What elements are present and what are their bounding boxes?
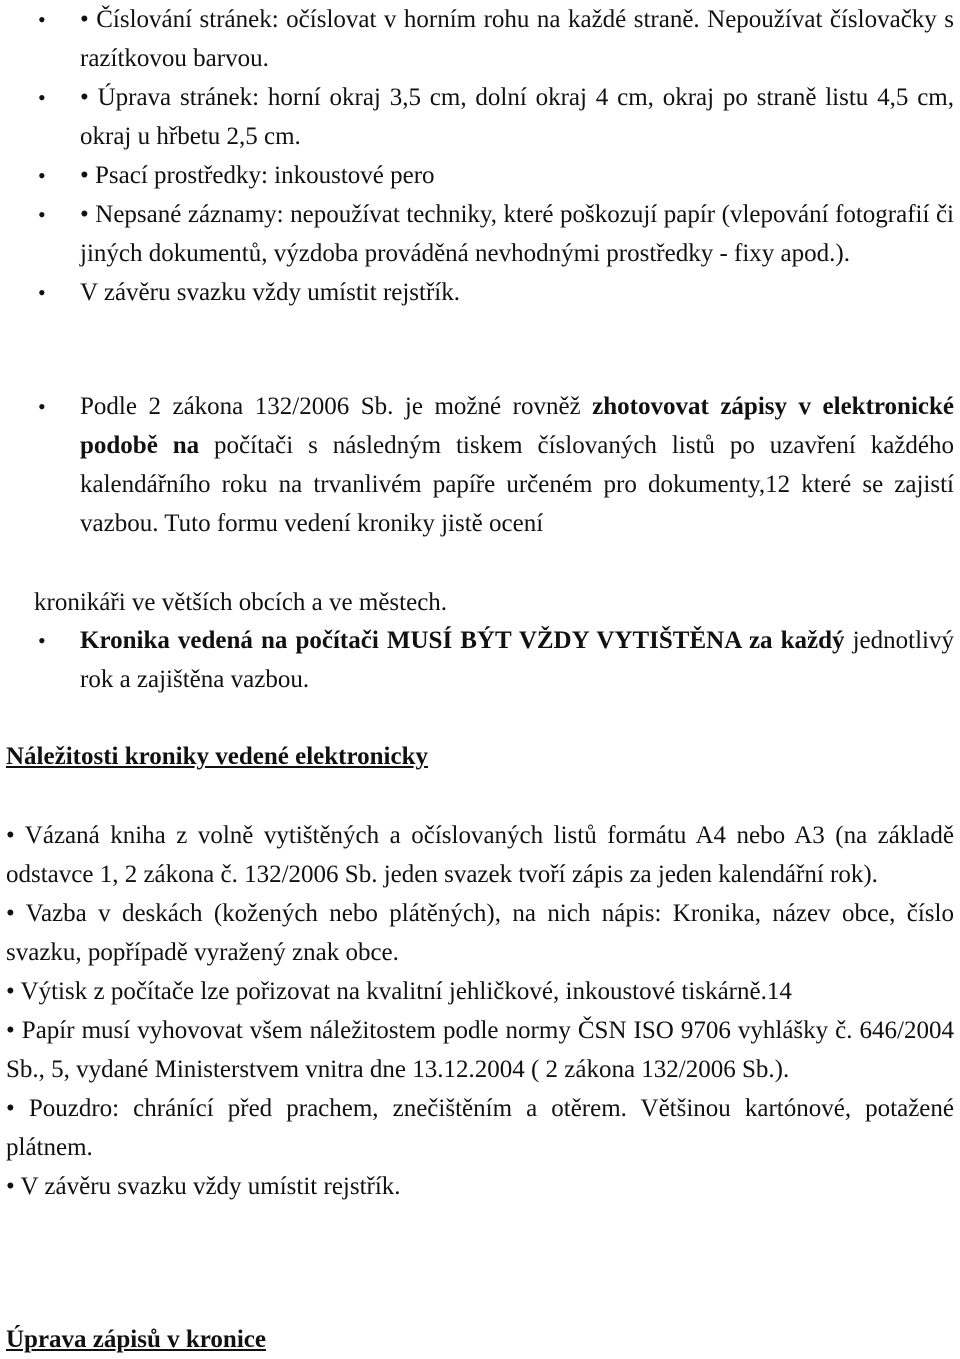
list-item xyxy=(0,78,960,156)
paragraph: • Papír musí vyhovovat všem náležitostem podle normy ČSN ISO 9706 vyhlášky č. 646/2004 Sb., 5, vydané Ministerstvem vnitra dne 13.12.2004 ( 2 zákona 132/2006 Sb.). xyxy=(6,1017,954,1083)
section-title: Úprava zápisů v kronice xyxy=(6,1326,266,1353)
list-item xyxy=(0,273,960,312)
list-item-text: • Úprava stránek: horní okraj 3,5 cm, dolní okraj 4 cm, okraj po straně listu 4,5 cm, okraj u hřbetu 2,5 cm. xyxy=(80,84,954,150)
list-item xyxy=(0,195,960,273)
paragraph: • Vázaná kniha z volně vytištěných a očíslovaných listů formátu A4 nebo A3 (na základě odstavce 1, 2 zákona č. 132/2006 Sb. jeden svazek tvoří zápis za jeden kalendářní rok). xyxy=(6,822,954,888)
section-body xyxy=(6,816,954,1206)
bullet-icon: • xyxy=(38,394,46,419)
paragraph: • Pouzdro: chránící před prachem, znečištěním a otěrem. Většinou kartónové, potažené plátnem. xyxy=(6,1095,954,1161)
bullet-icon: • xyxy=(38,202,46,227)
list-item xyxy=(0,0,960,78)
list-item-text: V závěru svazku vždy umístit rejstřík. xyxy=(80,279,461,306)
podle-bullet xyxy=(0,387,960,543)
list-item-text: • Nepsané záznamy: nepoužívat techniky, které poškozují papír (vlepování fotografií či jiných dokumentů, výzdoba prováděná nevhodnými prostředky - fixy apod.). xyxy=(80,201,954,267)
list-item-text: • Číslování stránek: očíslovat v horním rohu na každé straně. Nepoužívat číslovačky s razítkovou barvou. xyxy=(80,6,954,72)
paragraph: • Vazba v deskách (kožených nebo plátěných), na nich nápis: Kronika, název obce, číslo svazku, popřípadě vyražený znak obce. xyxy=(6,900,954,966)
kronika-bullet xyxy=(0,621,960,699)
list-item xyxy=(0,156,960,195)
bullet-icon: • xyxy=(38,7,46,32)
bullet-icon: • xyxy=(38,163,46,188)
paragraph: • Výtisk z počítače lze pořizovat na kvalitní jehličkové, inkoustové tiskárně.14 xyxy=(6,978,792,1005)
bullet-icon: • xyxy=(38,628,46,653)
bullet-icon: • xyxy=(38,280,46,305)
podle-text: Podle 2 zákona 132/2006 Sb. je možné rovněž zhotovovat zápisy v elektronické podobě na počítači s následným tiskem číslovaných listů po uzavření každého kalendářního roku na trvanlivém papíře určeném pro dokumenty,12 které se zajistí vazbou. Tuto formu vedení kroniky jistě ocení xyxy=(80,393,954,537)
kronika-text: Kronika vedená na počítači MUSÍ BÝT VŽDY VYTIŠTĚNA za každý jednotlivý rok a zajištěna vazbou. xyxy=(80,627,954,693)
list-item xyxy=(0,387,960,543)
paragraph: • V závěru svazku vždy umístit rejstřík. xyxy=(6,1173,401,1200)
bullet-icon: • xyxy=(38,85,46,110)
kronikari-line: kronikáři ve větších obcích a ve městech. xyxy=(34,589,448,616)
list-item-text: • Psací prostředky: inkoustové pero xyxy=(80,162,435,189)
section-title: Náležitosti kroniky vedené elektronicky xyxy=(6,743,428,770)
top-bullet-list xyxy=(0,0,960,312)
list-item xyxy=(0,621,960,699)
